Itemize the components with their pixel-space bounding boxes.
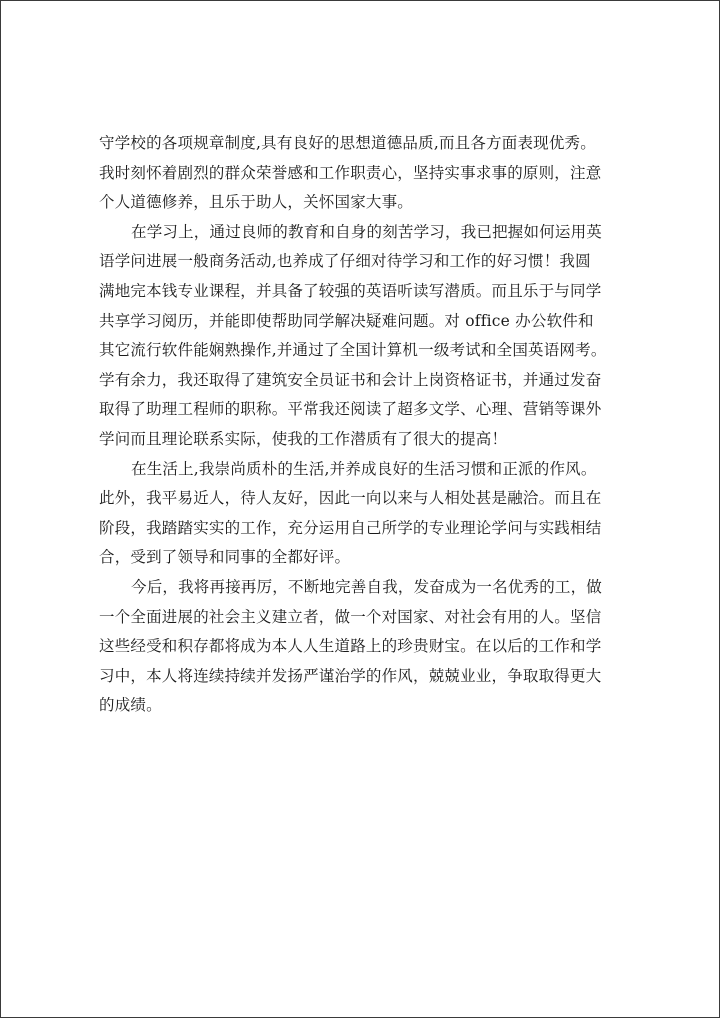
text-line: 守学校的各项规章制度,具有良好的思想道德品质,而且各方面表现优秀。 bbox=[99, 134, 596, 152]
text-line: 的成绩。 bbox=[99, 696, 162, 715]
text-line: 此外，我平易近人，待人友好，因此一向以来与人相处甚是融洽。而且在 bbox=[99, 489, 602, 508]
text-line: 习中，本人将连续持续并发扬严谨治学的作风，兢兢业业，争取取得更大 bbox=[99, 666, 602, 685]
document-body bbox=[99, 129, 639, 721]
text-line: 一个全面进展的社会主义建立者，做一个对国家、对社会有用的人。坚信 bbox=[99, 607, 602, 626]
text-line: 合，受到了领导和同事的全都好评。 bbox=[99, 548, 351, 567]
text-line: 我时刻怀着剧烈的群众荣誉感和工作职责心，坚持实事求事的原则，注意 bbox=[99, 163, 602, 182]
text-line: 个人道德修养，且乐于助人，关怀国家大事。 bbox=[99, 193, 414, 212]
text-line: 共享学习阅历，并能即使帮助同学解决疑难问题。对 office 办公软件和 bbox=[99, 311, 594, 330]
paragraph-first-line: 今后，我将再接再厉，不断地完善自我，发奋成为一名优秀的工，做 bbox=[131, 577, 603, 596]
text-line: 取得了助理工程师的职称。平常我还阅读了超多文学、心理、营销等课外 bbox=[99, 400, 602, 419]
text-line: 满地完本钱专业课程，并具备了较强的英语听读写潜质。而且乐于与同学 bbox=[99, 281, 602, 300]
text-line: 学问而且理论联系实际，使我的工作潜质有了很大的提高！ bbox=[99, 429, 508, 448]
text-line: 其它流行软件能娴熟操作,并通过了全国计算机一级考试和全国英语网考。 bbox=[99, 341, 607, 360]
text-line: 语学问进展一般商务活动,也养成了仔细对待学习和工作的好习惯！我圆 bbox=[99, 252, 591, 271]
paragraph-first-line: 在生活上,我崇尚质朴的生活,并养成良好的生活习惯和正派的作风。 bbox=[131, 459, 597, 478]
paragraph-first-line: 在学习上，通过良师的教育和自身的刻苦学习，我已把握如何运用英 bbox=[131, 222, 603, 241]
text-line: 阶段，我踏踏实实的工作，充分运用自己所学的专业理论学问与实践相结 bbox=[99, 518, 602, 537]
text-line: 这些经受和积存都将成为本人人生道路上的珍贵财宝。在以后的工作和学 bbox=[99, 637, 602, 656]
text-line: 学有余力，我还取得了建筑安全员证书和会计上岗资格证书，并通过发奋 bbox=[99, 370, 602, 389]
